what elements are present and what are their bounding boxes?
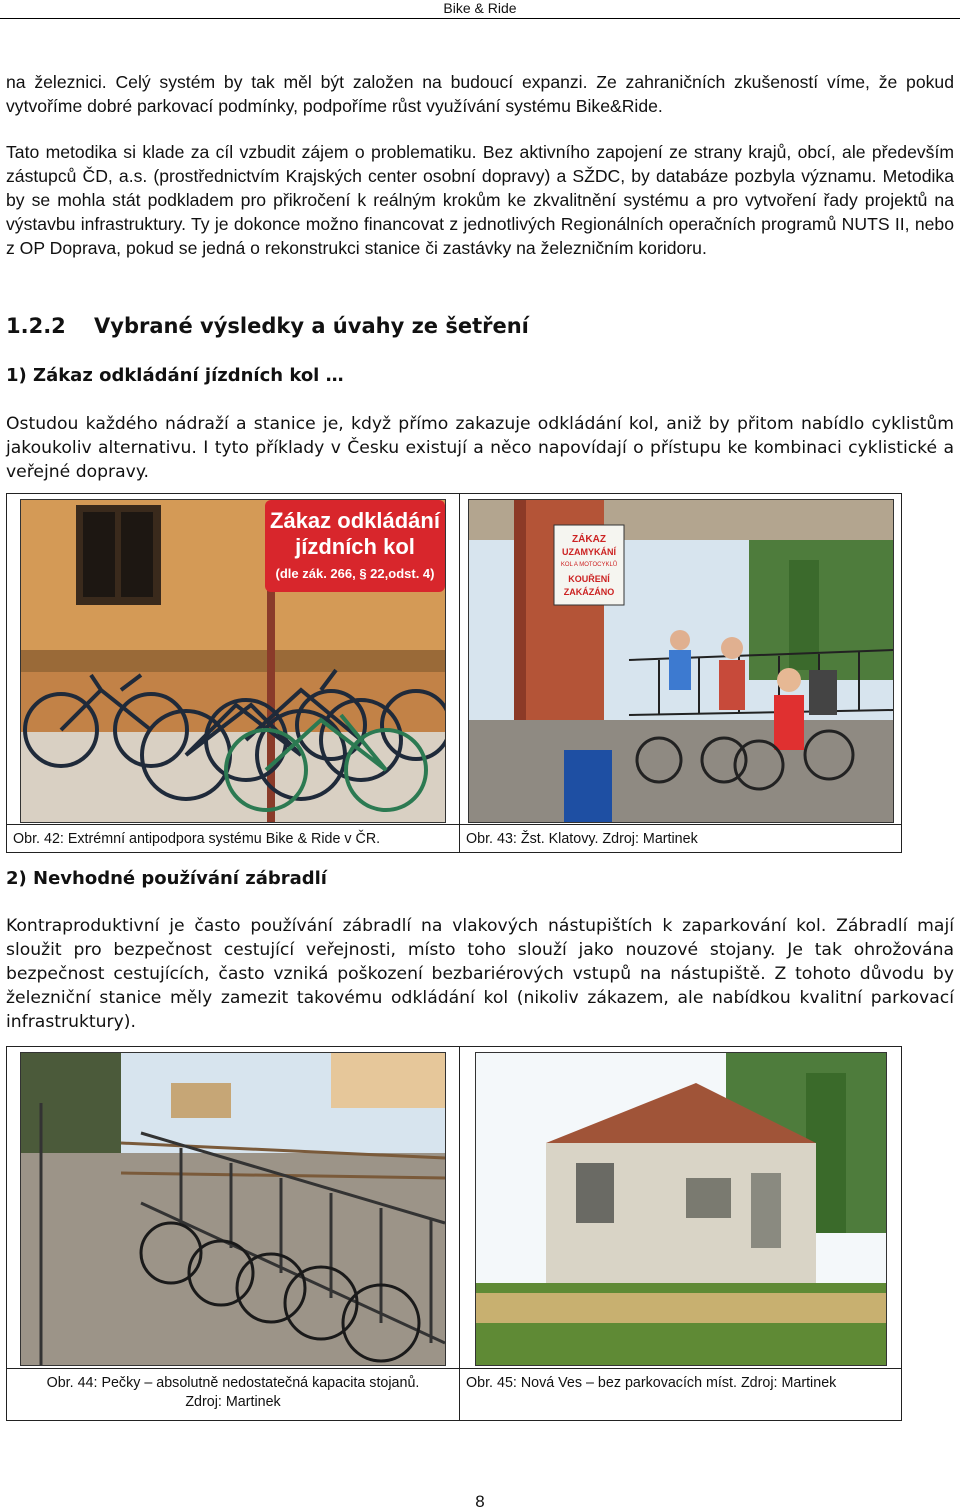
sign-text-2: jízdních kol	[295, 534, 415, 559]
figure-cell-43	[460, 494, 902, 825]
caption-cell-43	[460, 825, 902, 853]
caption-fig-42: Obr. 42: Extrémní antipodpora systému Bike & Ride v ČR.	[13, 831, 381, 847]
photo-bike-ban-sign	[20, 499, 446, 823]
section-title: Vybrané výsledky a úvahy ze šetření	[94, 314, 529, 338]
sign2-text-3: KOL A MOTOCYKLŮ	[560, 562, 617, 568]
sign-text-1: Zákaz odkládání	[270, 508, 440, 533]
section-heading	[6, 312, 529, 340]
paragraph-ban: Ostudou každého nádraží a stanice je, když přímo zakazuje odkládání kol, aniž by přitom nabídlo cyklistům jakoukoliv alternativu. I tyto příklady v Česku existují a něco napovídají o přístupu ke kombinaci cyklistické a veřejné dopravy.	[6, 414, 954, 482]
subsection-heading-2: 2) Nevhodné používání zábradlí	[6, 868, 327, 889]
figure-table-2	[6, 1046, 902, 1421]
sign2-text-4: KOUŘENÍ	[567, 574, 610, 584]
figure-cell-44	[7, 1047, 460, 1369]
photo-klatovy-platform	[468, 499, 894, 823]
paragraph-methodology: Tato metodika si klade za cíl vzbudit zájem o problematiku. Bez aktivního zapojení ze strany krajů, obcí, ale především zástupců ČD, a.s. (prostřednictvím Krajských center osobní dopravy) a SŽDC, by databáze pozbyla významu. Metodika by se mohla stát podkladem pro přikročení k reálným krokům ke zkvalitnění systému a pro vytvoření řady projektů na výstavbu infrastruktury. Ty je dokonce možno financovat z jednotlivých Regionálních operačních programů NUTS II, nebo z OP Doprava, pokud se jedná o rekonstrukci stanice či zastávky na železničním koridoru.	[6, 142, 954, 258]
paragraph-intro: na železnici. Celý systém by tak měl být založen na budoucí expanzi. Ze zahraničních zkušeností víme, že pokud vytvoříme dobré parkovací podmínky, podpoříme růst využívání systému Bike&Ride.	[6, 72, 954, 116]
subsection-heading-1: 1) Zákaz odkládání jízdních kol …	[6, 365, 344, 386]
photo-nova-ves-station	[475, 1052, 887, 1366]
sign2-text-2: UZAMYKÁNÍ	[561, 547, 616, 557]
caption-fig-44-line2: Zdroj: Martinek	[185, 1394, 281, 1410]
caption-cell-42	[7, 825, 460, 853]
caption-fig-43: Obr. 43: Žst. Klatovy. Zdroj: Martinek	[466, 831, 698, 847]
figure-cell-42	[7, 494, 460, 825]
figure-cell-45	[460, 1047, 902, 1369]
page-number: 8	[475, 1492, 485, 1511]
caption-cell-45	[460, 1369, 902, 1421]
running-header: Bike & Ride	[0, 0, 960, 19]
caption-fig-44	[7, 1369, 459, 1412]
figure-table-1	[6, 493, 902, 853]
section-number: 1.2.2	[6, 314, 66, 338]
sign2-text-5: ZAKÁZÁNO	[563, 587, 614, 597]
caption-cell-44	[7, 1369, 460, 1421]
photo-pecky-platform	[20, 1052, 446, 1366]
caption-fig-44-line1: Obr. 44: Pečky – absolutně nedostatečná kapacita stojanů.	[46, 1375, 420, 1391]
paragraph-railings: Kontraproduktivní je často používání zábradlí na vlakových nástupištích k zaparkování kol. Zábradlí mají sloužit pro bezpečnost cestující veřejnosti, místo toho slouží jako nouzové stojany. Je tak ohrožována bezpečnost cestujících, často vzniká poškození bezbariérových vstupů na nástupiště. Z tohoto důvodu by železniční stanice měly zamezit takovému odkládání kol (nikoliv zákazem, ale nabídkou kvalitní parkovací infrastruktury).	[6, 916, 954, 1032]
sign-text-3: (dle zák. 266, § 22,odst. 4)	[275, 566, 435, 581]
caption-fig-45: Obr. 45: Nová Ves – bez parkovacích míst. Zdroj: Martinek	[466, 1375, 837, 1391]
sign2-text-1: ZÁKAZ	[571, 534, 606, 545]
